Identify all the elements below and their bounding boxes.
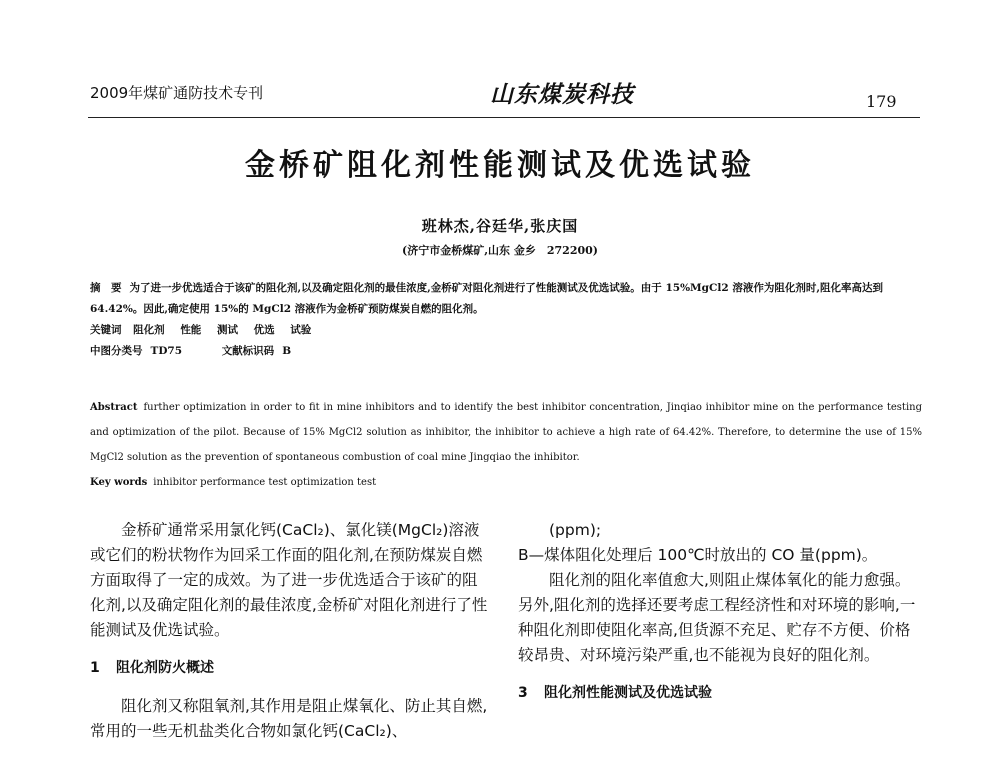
keywords-en-row bbox=[90, 470, 922, 495]
keywords-zh-row bbox=[90, 320, 922, 341]
section-heading bbox=[518, 681, 922, 706]
keyword-zh: 性能 bbox=[180, 324, 202, 336]
article-authors: 班林杰,谷廷华,张庆国 bbox=[421, 217, 579, 235]
clc-value: TD75 bbox=[150, 345, 183, 357]
body-line: (ppm); bbox=[549, 521, 602, 539]
abstract-en-label: Abstract bbox=[90, 402, 138, 413]
keyword-zh: 测试 bbox=[216, 324, 238, 336]
section-number: 3 bbox=[518, 685, 528, 701]
abstract-en-text: further optimization in order to fit in mine inhibitors and to identify the best inhibitor concentration, Jinqiao inhibitor mine on the performance testing and optimization of the pilot. Because of 15% MgCl2 solution as inhibitor, the inhibitor to achieve a high rate of 64.42%. Therefore, to determine the use of 15% MgCl2 solution as the prevention of spontaneous combustion of coal mine Jingqiao the inhibitor. bbox=[90, 402, 922, 463]
body-right-column bbox=[518, 518, 922, 719]
keywords-en-text: inhibitor performance test optimization test bbox=[153, 477, 377, 488]
body-paragraph: 阻化剂的阻化率值愈大,则阻止煤体氧化的能力愈强。另外,阻化剂的选择还要考虑工程经济性和对环境的影响,一种阻化剂即使阻化率高,但货源不充足、贮存不方便、价格较昂贵、对环境污染严重,也不能视为良好的阻化剂。 bbox=[518, 571, 916, 664]
abstract-en-body bbox=[90, 395, 922, 470]
section-title: 阻化剂性能测试及优选试验 bbox=[544, 685, 712, 701]
classification-row bbox=[90, 341, 922, 362]
header-divider bbox=[88, 117, 920, 118]
abstract-zh-text: 为了进一步优选适合于该矿的阻化剂,以及确定阻化剂的最佳浓度,金桥矿对阻化剂进行了性能测试及优选试验。由于 15%MgCl2 溶液作为阻化剂时,阻化率高达到 64.42%。因此,确定使用 15%的 MgCl2 溶液作为金桥矿预防煤炭自燃的阻化剂。 bbox=[90, 282, 883, 315]
keyword-zh: 阻化剂 bbox=[133, 324, 165, 336]
article-affiliation: (济宁市金桥煤矿,山东 金乡 272200) bbox=[402, 244, 598, 257]
section-title: 阻化剂防火概述 bbox=[116, 660, 214, 676]
journal-issue: 2009年煤矿通防技术专刊 bbox=[90, 84, 264, 102]
page-number: 179 bbox=[866, 92, 897, 111]
section-heading bbox=[90, 656, 490, 681]
body-paragraph: 阻化剂又称阻氧剂,其作用是阻止煤氧化、防止其自燃,常用的一些无机盐类化合物如氯化钙(CaCl₂)、 bbox=[90, 697, 488, 740]
abstract-zh-body bbox=[90, 278, 922, 320]
keyword-zh: 试验 bbox=[290, 324, 312, 336]
abstract-zh-label: 摘 要 bbox=[90, 282, 122, 294]
body-line: B—煤体阻化处理后 100℃时放出的 CO 量(ppm)。 bbox=[518, 546, 878, 564]
keyword-zh: 优选 bbox=[253, 324, 275, 336]
abstract-english bbox=[90, 395, 922, 495]
doc-code-label: 文献标识码 bbox=[221, 345, 275, 357]
clc-label: 中图分类号 bbox=[90, 345, 143, 357]
journal-name: 山东煤炭科技 bbox=[490, 81, 634, 108]
keywords-en-label: Key words bbox=[90, 477, 148, 488]
section-number: 1 bbox=[90, 660, 100, 676]
body-paragraph: 金桥矿通常采用氯化钙(CaCl₂)、氯化镁(MgCl₂)溶液或它们的粉状物作为回采工作面的阻化剂,在预防煤炭自燃方面取得了一定的成效。为了进一步优选适合于该矿的阻化剂,以及确定阻化剂的最佳浓度,金桥矿对阻化剂进行了性能测试及优选试验。 bbox=[90, 521, 488, 639]
article-title: 金桥矿阻化剂性能测试及优选试验 bbox=[245, 148, 755, 183]
doc-code-value: B bbox=[282, 345, 292, 357]
body-left-column bbox=[90, 518, 490, 744]
abstract-chinese bbox=[90, 278, 922, 362]
keywords-zh-label: 关键词 bbox=[90, 324, 122, 336]
